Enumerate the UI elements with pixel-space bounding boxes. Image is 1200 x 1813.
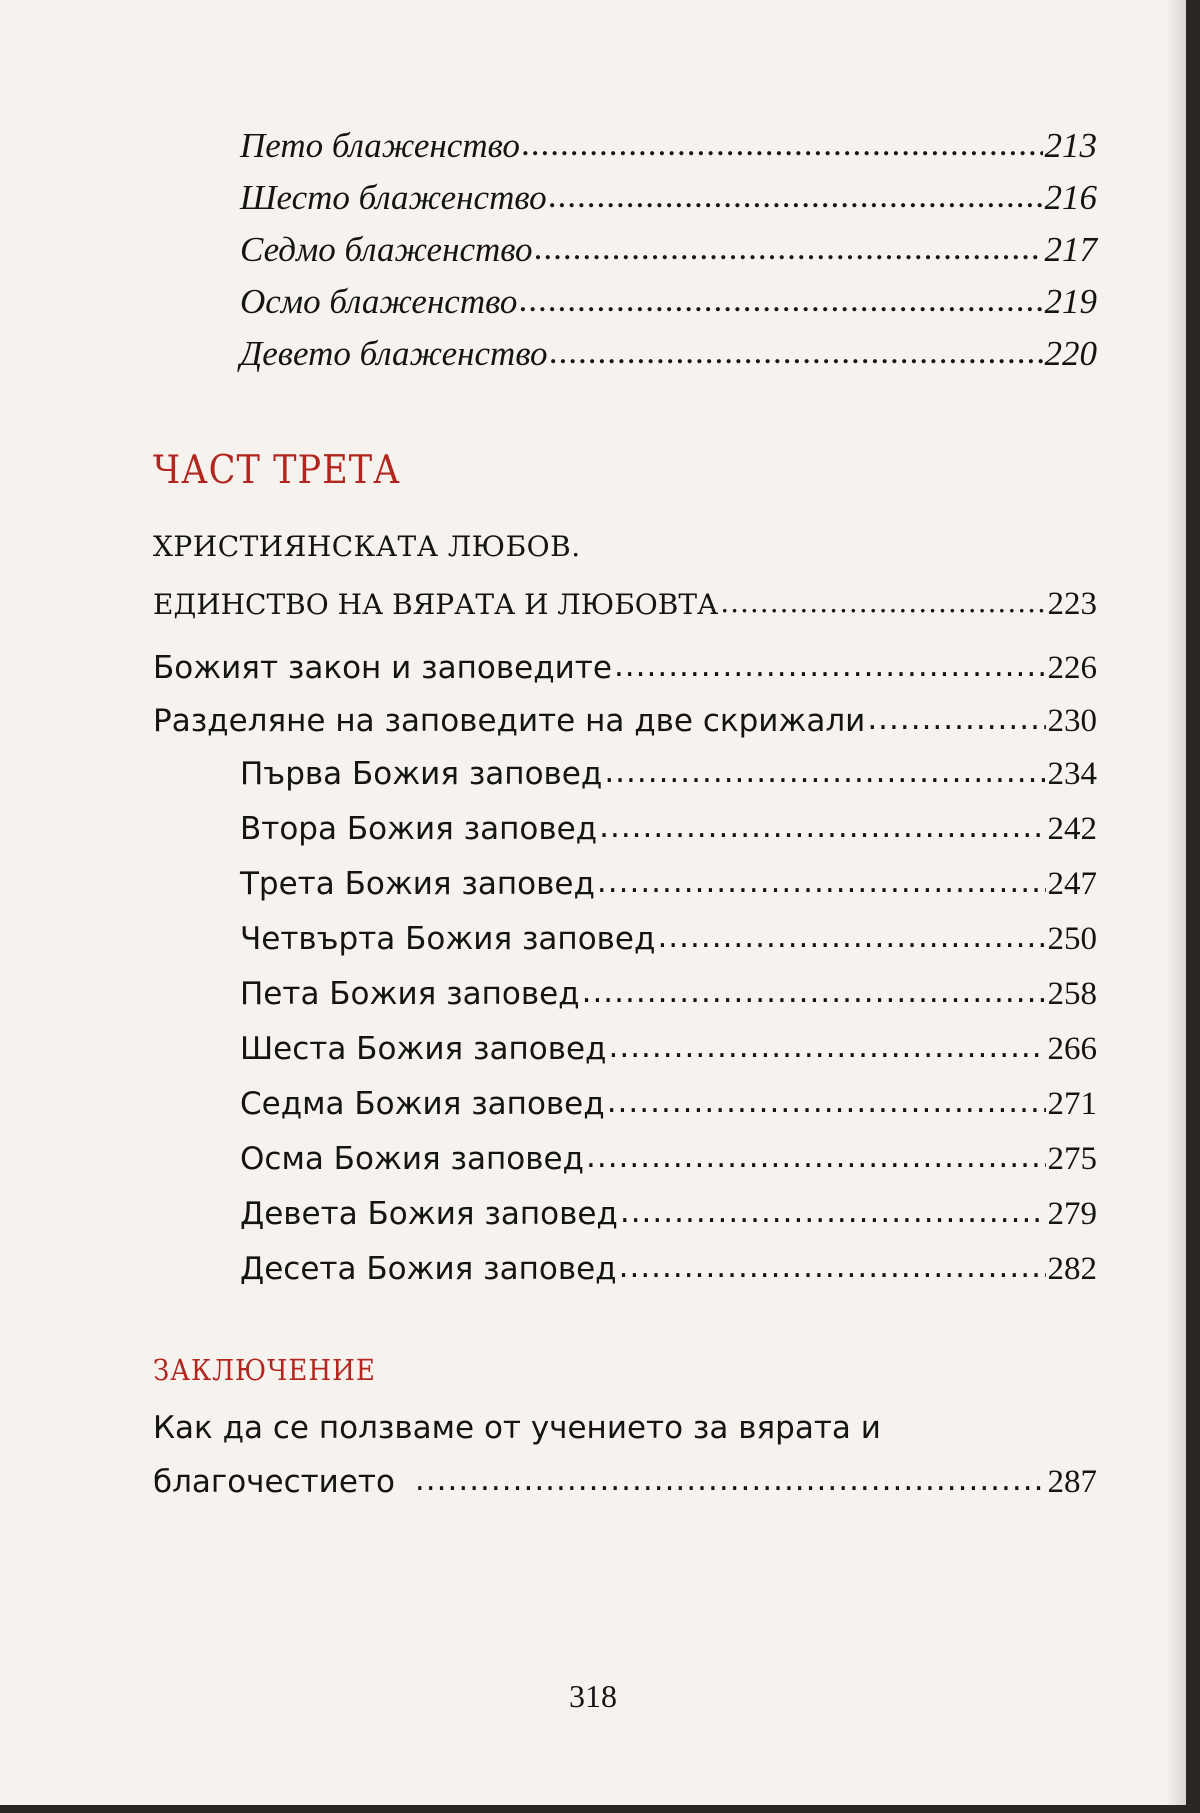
- toc-entry-page: 217: [1044, 230, 1097, 269]
- toc-entry-title: Седмо блаженство: [240, 230, 533, 269]
- toc-entry-page: 271: [1047, 1086, 1097, 1122]
- toc-entry-page: 213: [1044, 126, 1097, 165]
- toc-entry: [240, 230, 1097, 282]
- dot-leader: [582, 974, 1046, 1010]
- toc-entry-title: Шесто блаженство: [240, 178, 547, 217]
- toc-entry-title: Десета Божия заповед: [240, 1251, 617, 1287]
- toc-entry-title: Седма Божия заповед: [240, 1086, 605, 1122]
- toc-entry: [240, 921, 1097, 973]
- toc-entry: [153, 1464, 1097, 1516]
- dot-leader: [620, 1194, 1046, 1230]
- toc-entry-page: 223: [1047, 586, 1097, 622]
- dot-leader: [519, 280, 1042, 320]
- toc-entry: [240, 282, 1097, 334]
- toc-entry: [240, 866, 1097, 918]
- dot-leader: [415, 1462, 1046, 1498]
- conclusion-heading: ЗАКЛЮЧЕНИЕ: [153, 1353, 376, 1387]
- toc-entry: [240, 1251, 1097, 1303]
- page-edge-shadow: [1166, 0, 1186, 1805]
- dot-leader: [522, 124, 1043, 164]
- dot-leader: [657, 919, 1045, 955]
- toc-entry-title: Божият закон и заповедите: [153, 650, 612, 686]
- toc-entry-title: Втора Божия заповед: [240, 811, 598, 847]
- toc-entry: [240, 178, 1097, 230]
- toc-entry-page: 234: [1047, 756, 1097, 792]
- toc-entry-title: Шеста Божия заповед: [240, 1031, 607, 1067]
- dot-leader: [586, 1139, 1046, 1175]
- toc-entry-title: Пето блаженство: [240, 126, 520, 165]
- toc-entry: [240, 334, 1097, 386]
- toc-entry-page: 220: [1044, 334, 1097, 373]
- dot-leader: [535, 228, 1043, 268]
- dot-leader: [619, 1249, 1046, 1285]
- toc-entry-page: 258: [1047, 976, 1097, 1012]
- dot-leader: [549, 176, 1043, 216]
- part-subtitle: ХРИСТИЯНСКАТА ЛЮБОВ.: [153, 530, 581, 563]
- toc-entry: [240, 811, 1097, 863]
- toc-entry-title-line: Как да се ползваме от учението за вярата и: [153, 1410, 881, 1446]
- toc-entry: [240, 1031, 1097, 1083]
- toc-entry-page: 282: [1047, 1251, 1097, 1287]
- dot-leader: [550, 332, 1043, 372]
- toc-entry-page: 287: [1047, 1464, 1097, 1500]
- toc-entry: [153, 650, 1097, 702]
- toc-entry-page: 230: [1047, 703, 1097, 739]
- toc-entry-title: Първа Божия заповед: [240, 756, 603, 792]
- toc-entry: [240, 756, 1097, 808]
- dot-leader: [597, 864, 1046, 900]
- toc-entry-title: ЕДИНСТВО НА ВЯРАТА И ЛЮБОВТА: [153, 588, 719, 621]
- toc-entry: [240, 976, 1097, 1028]
- toc-entry-page: 226: [1047, 650, 1097, 686]
- toc-entry-title: Осмо блаженство: [240, 282, 518, 321]
- dot-leader: [720, 586, 1045, 619]
- toc-entry: [240, 1141, 1097, 1193]
- dot-leader: [599, 809, 1045, 845]
- toc-entry-page: 275: [1047, 1141, 1097, 1177]
- toc-entry-title: Трета Божия заповед: [240, 866, 595, 902]
- toc-entry-title: Девета Божия заповед: [240, 1196, 618, 1232]
- toc-entry-title: Осма Божия заповед: [240, 1141, 584, 1177]
- dot-leader: [604, 754, 1045, 790]
- dot-leader: [608, 1029, 1045, 1065]
- page-number: 318: [569, 1678, 617, 1714]
- toc-entry-title: Девето блаженство: [240, 334, 548, 373]
- toc-entry-title: Разделяне на заповедите на две скрижали: [153, 703, 866, 739]
- dot-leader: [867, 701, 1045, 737]
- toc-entry: [153, 586, 1097, 638]
- toc-entry-page: 242: [1047, 811, 1097, 847]
- toc-entry-page: 219: [1044, 282, 1097, 321]
- toc-entry-page: 279: [1047, 1196, 1097, 1232]
- toc-entry-title: Пета Божия заповед: [240, 976, 580, 1012]
- toc-entry: [240, 1086, 1097, 1138]
- toc-entry-page: 250: [1047, 921, 1097, 957]
- part-heading: ЧАСТ ТРЕТА: [153, 448, 401, 493]
- toc-entry-page: 247: [1047, 866, 1097, 902]
- toc-entry: [153, 703, 1097, 755]
- dot-leader: [607, 1084, 1046, 1120]
- toc-entry-page: 216: [1044, 178, 1097, 217]
- toc-entry-page: 266: [1047, 1031, 1097, 1067]
- toc-entry-title: Четвърта Божия заповед: [240, 921, 656, 957]
- toc-entry: [240, 126, 1097, 178]
- toc-entry-title: благочестието: [153, 1464, 395, 1500]
- dot-leader: [614, 648, 1046, 684]
- toc-entry: [240, 1196, 1097, 1248]
